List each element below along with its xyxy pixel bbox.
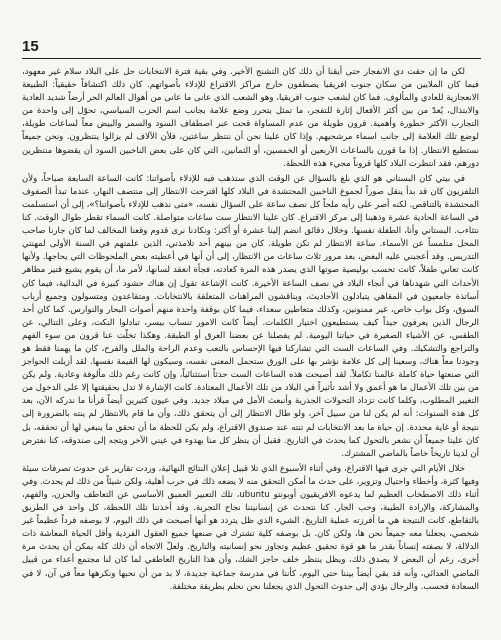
body-text [22,66,479,594]
page-number: 15 [22,38,39,55]
paragraph: خلال الأيام التي جرى فيها الاقتراع، وفي أثناء الأسبوع الذي تلا قبيل إعلان النتائج النهائية، وردت تقارير عن حدوث تصرفات سيئة وفيها كثرة، وأخطاء واحتيال وتزوير، على حدث ما أمكن التحقق منه لا يضعه ذلك في حرب أهلية، ولكن شيئاً من ذلك لم يحدث. وفي أثناء ذلك الاصطخاب العظيم لما يدعوه الافريقيون أوبونتو ubuntu، تلك التعبير العميق الأساسي عن التعاطف والحزن، والفهم، والمشاركة، والإرادة الطيبة، وحب الجار. كنا نتحدث عن إنسانيتنا نجاح التجربة. وقد أخذتنا تلك اللحظة، كل واحد في الطريق بالتقاطع، كانت النتيجة هي ما أفرزته عملية التاريخ. الشيء الذي ظل يتردد هو أنها أصبحت في ذلك اليوم، لا بوصفه فرداً عظيماً غير شخصي، يجعلنا معه جميعاً نحن ها، ولكن كان. بل بوصفه كلية تشترك في صنعها جميع العقول الفردية وأقل الحياة المعاشة ذات الدلالة، لا بصفته إنساناً بقدر ما هو قوة تحقيق عظيم وتجاوز نحو إنسانيته والتاريخ. ولعلّ الاتجاه أن ذلك كله يمكن أن يحدث مرة أخرى، رغم أن البعض لا يصدق ذلك، ويظل ينتظر خلف حاجز الشك، وأن هذا التاريخ العاطفي لما كان لنا مجتمع أعداء من قبيل الماضي العدائي، وأنه قد بقي أيضاً بيننا حتى اليوم، كأننا في مدرسة جماعية جديدة، لا بد من أن نحبها ونكرهها معاً في آن، لا في السعادة فحسب. والرجال يؤدي إلى حدوث التحول الذي يجعلنا نحن نحلم بطريقة مختلفة. [22,463,479,592]
paragraph: لكن ما إن حقت دي الانفجار حتى أيقنا أن ذلك كان التشنج الأخير. وفي بقية فترة الانتخابات حل على البلاد سلام غير معهود، فيما كان الملايين من سكان جنوب افريقيا يصطفون خارج مراكز الاقتراع للإدلاء بأصواتهم. كان ذلك اكتشافاً حقيقياً: الطبيعة الانعجازية للعادي والمألوف. فما كان لشعب جنوب افريقيا، وهو الشعب الذي عانى ما عانى من أهوال العالم الحر أرضاً شديد العادية والابتذال، يُعدّ من بين أكثر الأفعال إثارة للتفجر، ما تمثل بتحرر وضع علامة بجانب اسم الحزب السياسي، تحوّل إلى واحدة من التجارب الأكثر خطورة وأهمية. قرون طويلة من عدم المساواة قحت عبر اصطفاف السود والسمر والبيض معاً لساعات طويلة، لوضع تلك العلامة إلى جانب اسماء مرشحيهم. وإذا كان علينا نحن أن ننتظر ساعتين، فلأن الآلاف لم يزالوا ينتظرون. ونحن جميعاً نستطيع الانتظار. إذا ما قورن بالساعات الأربعين أو الخمسين، أو الثمانين، التي كان على بعض الناخبين السود أن يقضوها منتظرين دورهم، فقد انتظرت البلاد كلها قروناً مجيء هذه اللحظة. [22,67,479,169]
header-rule [22,58,481,59]
paragraph: في بيتي كان البستاني هو الذي بلغ بالسؤال عن الوقت الذي ستذهب فيه للإدلاء بأصواتنا: كانت الساعة السابعة صباحاً، ولأن التلفزيون كان قد بدأ ينقل صوراً لجموع الناخبين المحتشدة في البلاد كلها اقترحت الانتظار إلى منتصف النهار، عندما تبدأ الصفوف المحتشدة بالتناقص. لكنه أصر على رأيه ملحاً كل نصف ساعة على السؤال نفسه، «متى نذهب للإدلاء بأصواتنا؟»، إلى أن استسلمت في الساعة الحادية عشرة وذهبنا إلى مركز الاقتراع. كان علينا الانتظار ست ساعات متواصلة. كانت السماء تقطر طوال الوقت. كنا نتثاءب. البستاني وأنا، الطفلة نفسها. وخلال دقائق انضم إلينا عشرة أو أكثر: ونكادنا نرى قدوم وقعنا المخالف لما كان جارنا صاحب المحل متلمساً عن الأسماء. ساعة الانتظار لم تكن طويلة. كان من بينهم أحد تلامذتي، الذين علمتهم في السنة الأولى لمهنتي التدريس. وقد أعجبني عليه البعض، بعد مرور ثلاث ساعات من الانتظار، إلى أن أنها في أعطيته بعض الملحوظات التي يحاجها. ولأنها كانت تعاني طفلاً، كانت تحسب بوليصية صوتها الذي يصدر هذه المرة كعادته، فجأة انعقد لسانها، لأمر ما، أن يقوم يشيع قتير مظاهر الأحداث التي شهدناها في أنجاء البلاد في نصف الساعة الأخيرة. كانت الإشاعة تقول إن هناك حشود كبيرة في البدائية، فيما كان أساتذة جامعيون في المقاهي يتبادلون الأحاديث، ويناقشون المراهنات المتعلقة بالانتخابات. ومتقاعدون ومتسولون وجميع أرباب السوق، وكل بواب خاص، غير ممنونين، وكذلك متعاطين سعداء، فيما كان بوقفة واحدة منهم أصوات البحار والنوارس. كما كان أحد الرجال الذين يعرفون جيداً كيف يستطيعون اختيار الكلمات. أيضاً كانت الامور تنساب بيسر، تبادلوا النكت، وعلى التتالي، عن الطقس، عن الأشياء الصغيرة في حياتنا اليومية. لم يفصلنا عن بعضنا العرق أو الطبقة. وهكذا تخلّت عنا قرون من سوء الفهم والتراجع والتشكيك. وفي الساعات الست التي تشاركنا فيها الإحساس بالتعب وعدم الراحة والملل والفرح، كان ما يهمنا فقط هو وجودنا معاً هناك، وسعينا إلى كل علامة نؤشر بها على الورق ستحمل المعنى نفسه، وسيكون لها القيمة نفسها. لقد أزيلت الحواجز التي صنعتها حياة كاملة عالمنا تكاملاً. لقد أصبحت هذه الساعات الست حدثاً استثنائياً، وإن كانت رغم ذلك مألوفة وعادية. ولم يكن من بين تلك الأعمال ما هو أعمق ولا أشد تأثيراً في البلاد من تلك الأعمال المعتادة. كانت الإشارة لا تدل بحقيقتها إلا على الدخول من التغيير المطلوب، وكلما كانت تزداد التحولات الجذرية وأنبعث الأمل في ميلاد جديد. وفي عيون كثيرين أيضاً قرأنا ما ندركه الآن، بعد كل هذه السنوات: أنه لم يكن لنا من سبيل آخر، ولو طال الانتظار إلى أن يتحقق ذلك، وأن ما قام بالانتظار لم ينته بالضرورة إلى نتيجة أو غاية محددة. إن حياة ما بعد الانتخابات لم تنته عند صندوق الاقتراع، ولم يكن للحظة ما أن تحقق ما ينبغي لها أن تحققه، بل كان علينا جميعاً أن نشعر بالتحول كما يحدث في التاريخ. فقبل أن ينظر كل منا بهدوء في عيني الآخر ويتجه إلى صندوقه، كنا نفترض أن لدينا تاريخاً خاصاً بالماضي المشترك. [22,173,479,459]
